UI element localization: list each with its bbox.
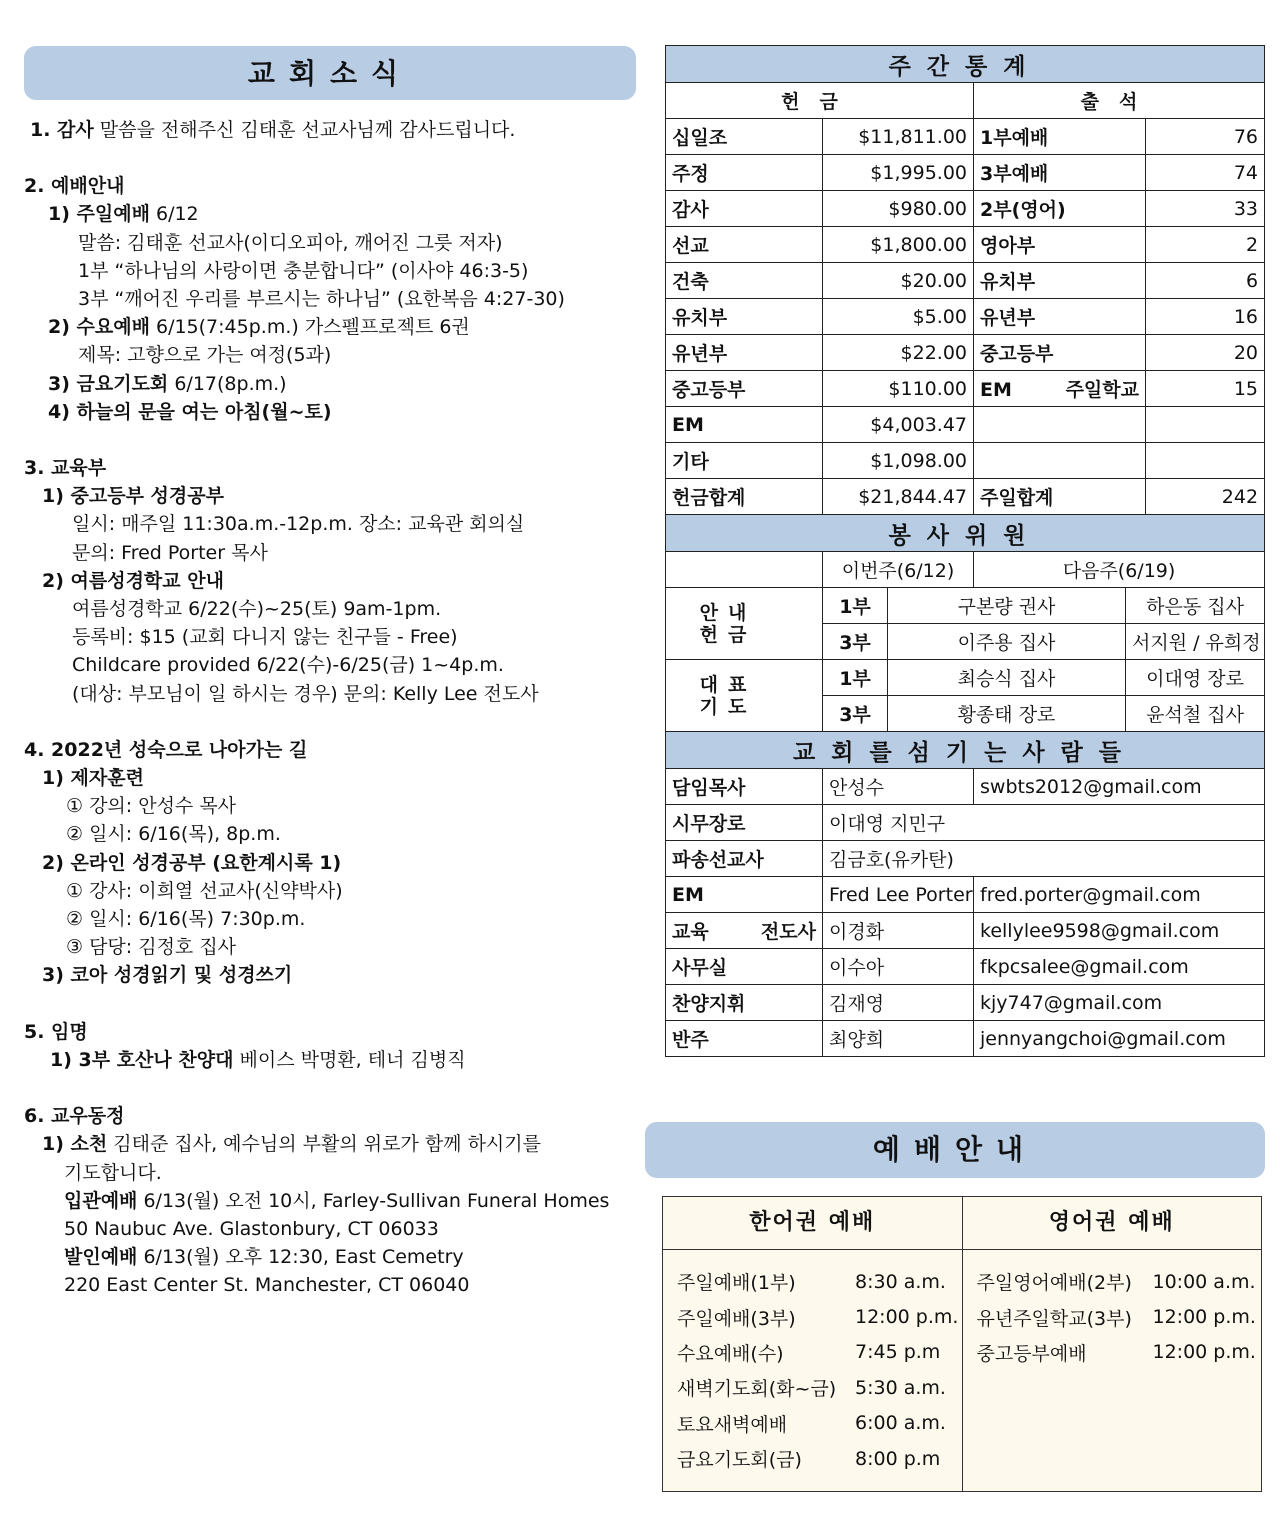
news-line xyxy=(24,229,636,257)
offering-label: 기타 xyxy=(666,443,823,479)
service-row xyxy=(666,588,1265,624)
weekly-stats-title: 주간통계 xyxy=(666,46,1265,83)
news-line-text: ③ 담당: 김정호 집사 xyxy=(66,936,237,959)
offering-amount: $11,811.00 xyxy=(823,119,974,155)
staff-name: 안성수 xyxy=(823,769,974,805)
worship-time: 8:00 p.m xyxy=(855,1447,941,1470)
offering-label: 선교 xyxy=(666,227,823,263)
offering-label: 십일조 xyxy=(666,119,823,155)
this-week-server: 이주용 집사 xyxy=(888,624,1126,660)
worship-schedule-row xyxy=(977,1335,1262,1370)
news-line xyxy=(24,172,636,200)
service-part: 3부 xyxy=(823,696,888,732)
news-line-heading: 2) 온라인 성경공부 (요한계시록 1) xyxy=(42,851,342,874)
usher-offering-label: 안내 헌금 xyxy=(666,588,823,660)
news-line-heading: 2. 예배안내 xyxy=(24,175,125,198)
attendance-label: 2부(영어) xyxy=(974,191,1146,227)
worship-schedule-row xyxy=(677,1441,962,1476)
worship-time: 12:00 p.m. xyxy=(855,1306,959,1329)
staff-name: Fred Lee Porter xyxy=(823,877,974,913)
offering-label: 감사 xyxy=(666,191,823,227)
next-week-server: 서지원 / 유희정 xyxy=(1126,624,1265,660)
attendance-header: 출석 xyxy=(974,83,1265,119)
news-line xyxy=(24,539,636,567)
korean-worship-header: 한어권 예배 xyxy=(663,1197,962,1250)
english-worship-list xyxy=(963,1250,1262,1370)
this-week-header: 이번주(6/12) xyxy=(823,552,974,588)
news-line-text: 문의: Fred Porter 목사 xyxy=(72,541,268,564)
news-spacer xyxy=(24,1074,636,1102)
news-line xyxy=(24,651,636,679)
news-line xyxy=(24,1243,636,1271)
worship-schedule-row xyxy=(677,1335,962,1370)
staff-role: 파송선교사 xyxy=(666,841,823,877)
news-line-text: ① 강의: 안성수 목사 xyxy=(66,795,237,818)
attendance-count: 74 xyxy=(1146,155,1265,191)
news-line-heading: 4) 하늘의 문을 여는 아침(월~토) xyxy=(48,400,332,423)
offering-header: 헌금 xyxy=(666,83,974,119)
staff-name: 김재영 xyxy=(823,985,974,1021)
staff-role: 사무실 xyxy=(666,949,823,985)
news-line-heading: 입관예배 xyxy=(64,1189,138,1212)
news-line-text: 김태준 집사, 예수님의 부활의 위로가 함께 하시기를 xyxy=(107,1133,541,1156)
service-row xyxy=(666,660,1265,696)
korean-worship-list xyxy=(663,1250,962,1476)
worship-schedule-box xyxy=(662,1196,1262,1492)
news-line xyxy=(24,1271,636,1299)
news-line xyxy=(24,370,636,398)
staff-role: 담임목사 xyxy=(666,769,823,805)
news-line-heading: 5. 임명 xyxy=(24,1020,88,1043)
news-line-text: 6/12 xyxy=(149,203,199,226)
offering-amount: $1,995.00 xyxy=(823,155,974,191)
news-line-text: (대상: 부모님이 일 하시는 경우) 문의: Kelly Lee 전도사 xyxy=(72,682,539,705)
staff-name: 김금호(유카탄) xyxy=(823,841,1265,877)
news-spacer xyxy=(24,426,636,454)
news-line-text: 말씀을 전해주신 김태훈 선교사님께 감사드립니다. xyxy=(93,119,516,141)
staff-title: 교회를섬기는사람들 xyxy=(666,732,1265,769)
staff-email: kellylee9598@gmail.com xyxy=(974,913,1265,949)
church-news-body xyxy=(24,116,636,1300)
news-line-text: 50 Naubuc Ave. Glastonbury, CT 06033 xyxy=(64,1217,439,1240)
offering-amount: $5.00 xyxy=(823,299,974,335)
stats-row xyxy=(666,335,1265,371)
attendance-count xyxy=(1146,443,1265,479)
worship-name: 수요예배(수) xyxy=(677,1342,784,1365)
news-line-heading: 1. 감사 xyxy=(30,119,94,141)
news-line xyxy=(24,285,636,313)
next-week-header: 다음주(6/19) xyxy=(974,552,1265,588)
staff-row xyxy=(666,805,1265,841)
offering-label: 유년부 xyxy=(666,335,823,371)
news-line xyxy=(24,116,636,144)
offering-total-amount: $21,844.47 xyxy=(823,479,974,515)
worship-time: 5:30 a.m. xyxy=(855,1376,946,1399)
worship-schedule-row xyxy=(677,1299,962,1334)
news-line-text: 베이스 박명환, 테너 김병직 xyxy=(233,1048,466,1071)
worship-name: 유년주일학교(3부) xyxy=(976,1307,1132,1330)
attendance-total-count: 242 xyxy=(1146,479,1265,515)
staff-row xyxy=(666,877,1265,913)
news-line-heading: 1) 3부 호산나 찬양대 xyxy=(50,1048,234,1071)
stats-row xyxy=(666,191,1265,227)
news-line-text: 등록비: $15 (교회 다니지 않는 친구들 - Free) xyxy=(72,626,458,649)
staff-name: 최양희 xyxy=(823,1021,974,1057)
attendance-count: 33 xyxy=(1146,191,1265,227)
stats-row xyxy=(666,443,1265,479)
staff-role: 찬양지휘 xyxy=(666,985,823,1021)
news-line-heading: 4. 2022년 성숙으로 나아가는 길 xyxy=(24,738,308,761)
worship-schedule-row xyxy=(977,1264,1262,1299)
church-news-title: 교회소식 xyxy=(24,46,636,100)
news-line xyxy=(24,1102,636,1130)
next-week-server: 하은동 집사 xyxy=(1126,588,1265,624)
news-line-text: 3부 “깨어진 우리를 부르시는 하나님” (요한복음 4:27-30) xyxy=(78,288,565,311)
news-line-text: 6/13(월) 오전 10시, Farley-Sullivan Funeral Homes xyxy=(137,1189,610,1212)
worship-time: 10:00 a.m. xyxy=(1152,1270,1256,1293)
staff-email: fkpcsalee@gmail.com xyxy=(974,949,1265,985)
worship-time: 6:00 a.m. xyxy=(855,1412,946,1435)
news-line-text: 기도합니다. xyxy=(64,1161,162,1184)
worship-schedule-row xyxy=(677,1406,962,1441)
this-week-server: 최승식 집사 xyxy=(888,660,1126,696)
news-line-heading: 1) 제자훈련 xyxy=(42,767,144,790)
attendance-count: 16 xyxy=(1146,299,1265,335)
news-spacer xyxy=(24,708,636,736)
attendance-label: 3부예배 xyxy=(974,155,1146,191)
news-line-heading: 발인예배 xyxy=(64,1246,138,1269)
worship-name: 주일예배(3부) xyxy=(677,1307,796,1330)
attendance-label: 영아부 xyxy=(974,227,1146,263)
english-worship-header: 영어권 예배 xyxy=(963,1197,1262,1250)
offering-total-label: 헌금합계 xyxy=(666,479,823,515)
staff-row xyxy=(666,913,1265,949)
news-spacer xyxy=(24,990,636,1018)
news-line-text: ① 강사: 이희열 선교사(신약박사) xyxy=(66,879,343,902)
news-line-text: 일시: 매주일 11:30a.m.-12p.m. 장소: 교육관 회의실 xyxy=(72,513,525,536)
news-line xyxy=(24,905,636,933)
next-week-server: 윤석철 집사 xyxy=(1126,696,1265,732)
offering-amount: $20.00 xyxy=(823,263,974,299)
representative-prayer-label: 대표 기도 xyxy=(666,660,823,732)
offering-amount: $1,098.00 xyxy=(823,443,974,479)
news-line-text: 6/17(8p.m.) xyxy=(168,372,287,395)
news-line xyxy=(24,1159,636,1187)
worship-schedule-row xyxy=(677,1370,962,1405)
offering-amount: $1,800.00 xyxy=(823,227,974,263)
news-line xyxy=(24,313,636,341)
stats-row xyxy=(666,155,1265,191)
news-line xyxy=(24,623,636,651)
news-line xyxy=(24,849,636,877)
news-line xyxy=(24,1187,636,1215)
staff-email: jennyangchoi@gmail.com xyxy=(974,1021,1265,1057)
stats-row xyxy=(666,479,1265,515)
staff-email: fred.porter@gmail.com xyxy=(974,877,1265,913)
news-line xyxy=(24,257,636,285)
next-week-server: 이대영 장로 xyxy=(1126,660,1265,696)
staff-row xyxy=(666,985,1265,1021)
stats-row xyxy=(666,299,1265,335)
news-line-text: ② 일시: 6/16(목), 8p.m. xyxy=(66,823,281,846)
attendance-count xyxy=(1146,407,1265,443)
attendance-total-label: 주일합계 xyxy=(974,479,1146,515)
english-worship-column xyxy=(962,1197,1262,1491)
news-line xyxy=(24,510,636,538)
worship-name: 중고등부예배 xyxy=(976,1342,1087,1365)
stats-row xyxy=(666,227,1265,263)
news-line-heading: 3. 교육부 xyxy=(24,457,107,480)
news-line-text: 1부 “하나님의 사랑이면 충분합니다” (이사야 46:3-5) xyxy=(78,259,529,282)
this-week-server: 구본량 권사 xyxy=(888,588,1126,624)
staff-name: 이대영 지민구 xyxy=(823,805,1265,841)
news-line xyxy=(24,877,636,905)
news-spacer xyxy=(24,144,636,172)
news-line-text: ② 일시: 6/16(목) 7:30p.m. xyxy=(66,908,306,931)
worship-name: 금요기도회(금) xyxy=(677,1449,802,1472)
staff-role: EM xyxy=(666,877,823,913)
staff-row xyxy=(666,949,1265,985)
offering-amount: $4,003.47 xyxy=(823,407,974,443)
staff-role: 반주 xyxy=(666,1021,823,1057)
service-committee-title: 봉사위원 xyxy=(666,515,1265,552)
staff-row xyxy=(666,841,1265,877)
news-line-text: 말씀: 김태훈 선교사(이디오피아, 깨어진 그릇 저자) xyxy=(78,231,503,254)
news-line-heading: 3) 금요기도회 xyxy=(48,372,169,395)
news-line-text: 6/15(7:45p.m.) 가스펠프로젝트 6권 xyxy=(149,316,470,339)
attendance-label xyxy=(974,443,1146,479)
service-part: 1부 xyxy=(823,588,888,624)
worship-schedule-row xyxy=(977,1299,1262,1334)
news-line-text: 제목: 고향으로 가는 여정(5과) xyxy=(78,344,332,367)
news-line-text: 여름성경학교 6/22(수)~25(토) 9am-1pm. xyxy=(72,598,442,621)
news-line xyxy=(24,1046,636,1074)
offering-amount: $110.00 xyxy=(823,371,974,407)
stats-row xyxy=(666,371,1265,407)
attendance-label xyxy=(974,407,1146,443)
stats-row xyxy=(666,119,1265,155)
worship-time: 8:30 a.m. xyxy=(855,1270,946,1293)
attendance-count: 76 xyxy=(1146,119,1265,155)
news-line xyxy=(24,341,636,369)
news-line xyxy=(24,595,636,623)
news-line xyxy=(24,820,636,848)
offering-label: EM xyxy=(666,407,823,443)
worship-time: 7:45 p.m xyxy=(855,1341,941,1364)
news-line xyxy=(24,961,636,989)
news-line-heading: 6. 교우동정 xyxy=(24,1105,125,1128)
offering-label: 주정 xyxy=(666,155,823,191)
attendance-label: 유년부 xyxy=(974,299,1146,335)
news-line xyxy=(24,792,636,820)
attendance-count: 6 xyxy=(1146,263,1265,299)
staff-row xyxy=(666,1021,1265,1057)
worship-name: 주일영어예배(2부) xyxy=(976,1272,1132,1295)
offering-label: 건축 xyxy=(666,263,823,299)
offering-amount: $980.00 xyxy=(823,191,974,227)
news-line xyxy=(24,680,636,708)
news-line xyxy=(24,1215,636,1243)
news-line-text: 220 East Center St. Manchester, CT 06040 xyxy=(64,1274,470,1297)
attendance-count: 2 xyxy=(1146,227,1265,263)
news-line xyxy=(24,1130,636,1158)
news-line-heading: 2) 여름성경학교 안내 xyxy=(42,569,224,592)
worship-time: 12:00 p.m. xyxy=(1152,1306,1256,1329)
staff-email: swbts2012@gmail.com xyxy=(974,769,1265,805)
worship-time: 12:00 p.m. xyxy=(1152,1341,1256,1364)
attendance-count: 20 xyxy=(1146,335,1265,371)
attendance-label: 1부예배 xyxy=(974,119,1146,155)
attendance-label: 중고등부 xyxy=(974,335,1146,371)
news-line xyxy=(24,398,636,426)
weekly-stats-table xyxy=(665,45,1265,1057)
news-line xyxy=(24,764,636,792)
news-line xyxy=(24,933,636,961)
news-line-heading: 1) 소천 xyxy=(42,1133,108,1156)
stats-row xyxy=(666,263,1265,299)
news-line xyxy=(24,736,636,764)
worship-schedule-title: 예배안내 xyxy=(645,1122,1265,1178)
news-line-heading: 1) 중고등부 성경공부 xyxy=(42,485,224,508)
news-line-heading: 3) 코아 성경읽기 및 성경쓰기 xyxy=(42,964,293,987)
staff-name: 이경화 xyxy=(823,913,974,949)
service-part: 3부 xyxy=(823,624,888,660)
service-corner-cell xyxy=(666,552,823,588)
attendance-label: 유치부 xyxy=(974,263,1146,299)
news-line-heading: 2) 수요예배 xyxy=(48,316,150,339)
news-line xyxy=(24,567,636,595)
church-news-section xyxy=(24,46,636,1300)
staff-email: kjy747@gmail.com xyxy=(974,985,1265,1021)
service-part: 1부 xyxy=(823,660,888,696)
staff-row xyxy=(666,769,1265,805)
worship-name: 주일예배(1부) xyxy=(677,1272,796,1295)
news-line xyxy=(24,482,636,510)
staff-role: 시무장로 xyxy=(666,805,823,841)
news-line xyxy=(24,1018,636,1046)
news-line-text: 6/13(월) 오후 12:30, East Cemetry xyxy=(137,1246,464,1269)
worship-name: 새벽기도회(화~금) xyxy=(677,1378,837,1401)
stats-row xyxy=(666,407,1265,443)
news-line-heading: 1) 주일예배 xyxy=(48,203,150,226)
staff-role: 교육 전도사 xyxy=(666,913,823,949)
news-line xyxy=(24,200,636,228)
attendance-label: EM 주일학교 xyxy=(974,371,1146,407)
korean-worship-column xyxy=(663,1197,962,1491)
offering-label: 유치부 xyxy=(666,299,823,335)
news-line-text: Childcare provided 6/22(수)-6/25(금) 1~4p.m. xyxy=(72,654,504,677)
worship-schedule-row xyxy=(677,1264,962,1299)
staff-name: 이수아 xyxy=(823,949,974,985)
attendance-count: 15 xyxy=(1146,371,1265,407)
news-line xyxy=(24,454,636,482)
worship-name: 토요새벽예배 xyxy=(677,1413,788,1436)
this-week-server: 황종태 장로 xyxy=(888,696,1126,732)
offering-label: 중고등부 xyxy=(666,371,823,407)
offering-amount: $22.00 xyxy=(823,335,974,371)
